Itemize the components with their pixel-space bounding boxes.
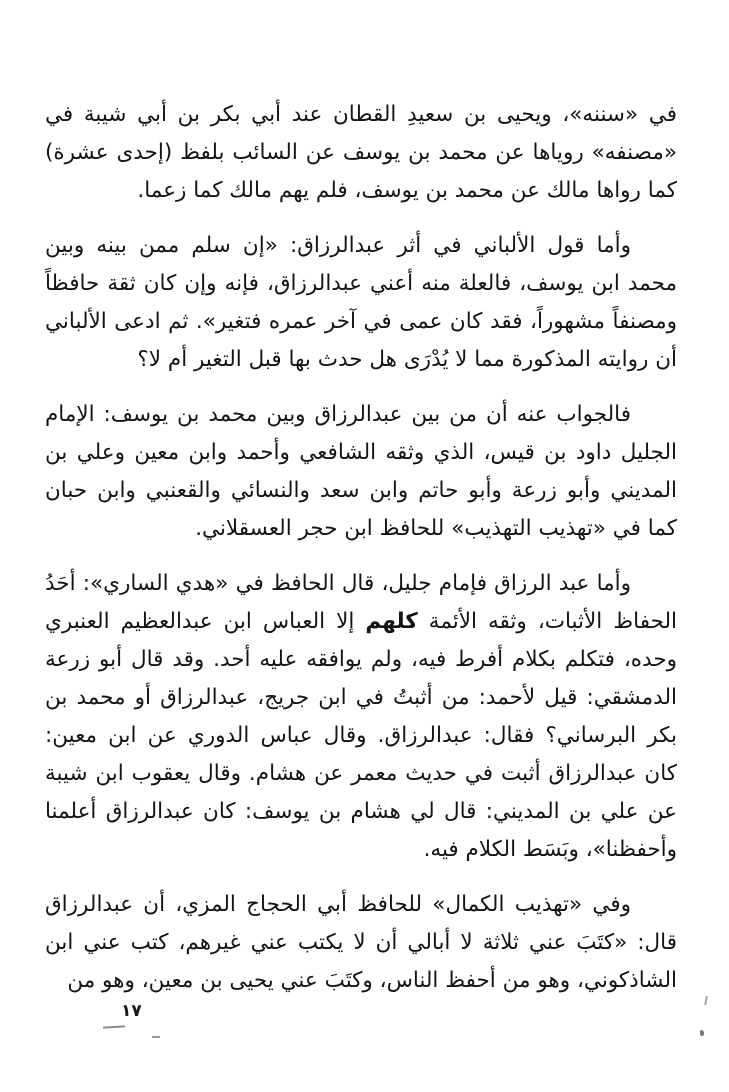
paragraph-5: وفي «تهذيب الكمال» للحافظ أبي الحجاج المزي، أن عبدالرزاق قال: «كتَبَ عني ثلاثة لا أبالي أن لا يكتب عني غيرهم، كتب عني ابن الشاذكوني، وهو من أحفظ الناس، وكتَبَ عني يحيى بن معين، وهو من (45, 892, 677, 993)
paragraph-4-text-end: إلا العباس ابن عبدالعظيم العنبري وحده، فتكلم بكلام أفرط فيه، ولم يوافقه عليه أحد. وقد قال أبو زرعة الدمشقي: قيل لأحمد: من أثبتُ في ابن جريج، عبدالرزاق أو محمد بن بكر البرساني؟ فقال: عبدالرزاق. وقال عباس الدوري عن ابن معين: كان عبدالرزاق أثبت في حديث معمر عن هشام. وقال يعقوب ابن شيبة عن علي بن المديني: قال لي هشام بن يوسف: كان عبدالرزاق أعلمنا وأحفظنا»، وبَسَط الكلام فيه. (45, 609, 677, 862)
paragraph-4-text-start: وأما عبد الرزاق فإمام جليل، قال الحافظ في «هدي الساري»: أحَدُ الحفاظ الأثبات، وثقه الأئمة (45, 571, 678, 634)
paragraph-2: وأما قول الألباني في أثر عبدالرزاق: «إن سلم ممن بينه وبين محمد ابن يوسف، فالعلة منه أعني عبدالرزاق، فإنه وإن كان ثقة حافظاً ومصنفاً مشهوراً، فقد كان عمى في آخر عمره فتغير». ثم ادعى الألباني أن روايته المذكورة مما لا يُدْرَى هل حدث بها قبل التغير أم لا؟ (45, 233, 677, 372)
body-text (45, 96, 677, 1017)
page-number: ١٧ (121, 1001, 142, 1021)
paragraph-3: فالجواب عنه أن من بين عبدالرزاق وبين محمد بن يوسف: الإمام الجليل داود بن قيس، الذي وثقه الشافعي وأحمد وابن معين وعلي بن المديني وأبو زرعة وأبو حاتم وابن سعد والنسائي والقعنبي وابن حبان كما في «تهذيب التهذيب» للحافظ ابن حجر العسقلاني. (45, 402, 677, 541)
paragraph-4 (45, 565, 677, 869)
emphasized-word: كلهم (365, 609, 418, 634)
scan-artifact-underline (103, 1025, 125, 1028)
paragraph-1: في «سننه»، ويحيى بن سعيدِ القطان عند أبي بكر بن أبي شيبة في «مصنفه» روياها عن محمد بن يوسف عن السائب بلفظ (إحدى عشرة) كما رواها مالك عن محمد بن يوسف، فلم يهم مالك كما زعما. (45, 102, 677, 203)
scan-artifact-speck (700, 1030, 704, 1036)
scan-artifact-speck (704, 996, 708, 1005)
scan-artifact-speck (152, 1036, 160, 1038)
